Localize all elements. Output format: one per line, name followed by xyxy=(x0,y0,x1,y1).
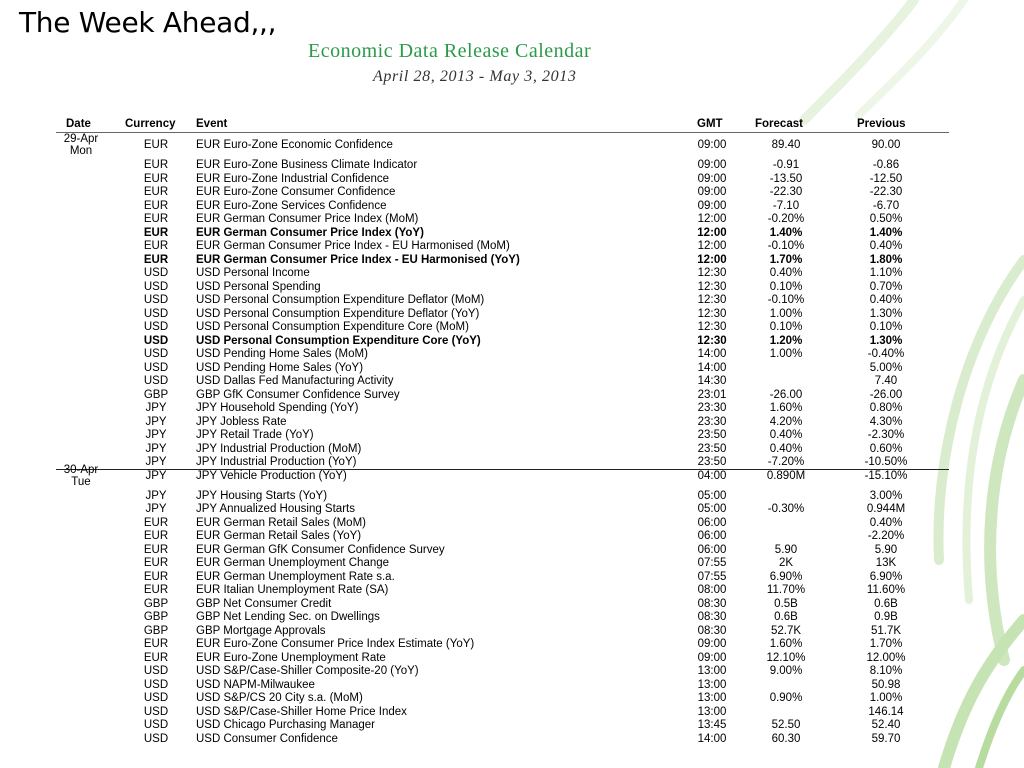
cell-currency: USD xyxy=(143,267,169,279)
cell-gmt: 23:30 xyxy=(697,415,727,428)
cell-currency: USD xyxy=(143,307,169,320)
cell-currency: EUR xyxy=(143,638,169,650)
cell-event: USD Personal Consumption Expenditure Deflator (MoM) xyxy=(196,294,485,306)
cell-gmt: 12:00 xyxy=(697,226,727,239)
cell-previous: -2.30% xyxy=(867,429,905,441)
cell-gmt: 06:00 xyxy=(697,516,727,529)
cell-gmt: 12:30 xyxy=(697,321,727,333)
cell-gmt: 08:30 xyxy=(697,624,727,637)
cell-event: EUR German Unemployment Change xyxy=(196,557,390,569)
cell-previous: 13K xyxy=(875,557,897,569)
cell-event: JPY Housing Starts (YoY) xyxy=(196,489,328,502)
cell-currency: EUR xyxy=(143,651,169,664)
cell-event: USD Chicago Purchasing Manager xyxy=(196,719,375,731)
table-row xyxy=(0,530,1024,544)
table-row xyxy=(0,173,1024,187)
cell-forecast: 5.90 xyxy=(774,543,798,556)
cell-gmt: 13:00 xyxy=(697,665,727,677)
cell-currency: USD xyxy=(143,321,169,333)
cell-forecast: 11.70% xyxy=(766,584,806,596)
header-previous: Previous xyxy=(857,118,906,130)
table-row xyxy=(0,240,1024,254)
cell-event: JPY Vehicle Production (YoY) xyxy=(196,469,347,482)
cell-currency: EUR xyxy=(143,159,169,171)
cell-event: EUR Euro-Zone Economic Confidence xyxy=(196,139,393,151)
cell-event: GBP Mortgage Approvals xyxy=(196,624,326,637)
table-row xyxy=(0,706,1024,720)
table-row xyxy=(0,598,1024,612)
cell-currency: EUR xyxy=(143,557,169,569)
table-row xyxy=(0,254,1024,268)
cell-gmt: 04:00 xyxy=(697,469,727,482)
cell-forecast: -0.10% xyxy=(767,240,805,252)
cell-currency: USD xyxy=(143,361,169,374)
cell-forecast: 52.50 xyxy=(771,719,801,731)
cell-currency: JPY xyxy=(145,503,167,515)
cell-previous: 1.30% xyxy=(869,334,903,347)
cell-event: JPY Jobless Rate xyxy=(196,415,287,428)
cell-currency: EUR xyxy=(143,543,169,556)
cell-gmt: 09:00 xyxy=(697,638,727,650)
table-row xyxy=(0,213,1024,227)
cell-gmt: 05:00 xyxy=(697,489,727,502)
cell-forecast: 1.70% xyxy=(769,253,803,266)
cell-event: EUR German Retail Sales (YoY) xyxy=(196,530,362,542)
cell-previous: 0.40% xyxy=(869,516,903,529)
cell-forecast: 1.20% xyxy=(769,334,803,347)
cell-currency: USD xyxy=(143,719,169,731)
cell-currency: JPY xyxy=(145,469,167,482)
cell-gmt: 12:00 xyxy=(697,213,727,225)
calendar-date-range: April 28, 2013 - May 3, 2013 xyxy=(373,68,577,85)
cell-forecast: 1.40% xyxy=(769,226,803,239)
cell-currency: GBP xyxy=(143,624,169,637)
cell-event: USD Pending Home Sales (YoY) xyxy=(196,361,364,374)
cell-gmt: 12:30 xyxy=(697,307,727,320)
table-row xyxy=(0,517,1024,531)
table-row xyxy=(0,638,1024,652)
cell-gmt: 12:30 xyxy=(697,267,727,279)
table-row xyxy=(0,186,1024,200)
header-date: Date xyxy=(66,118,91,130)
cell-currency: EUR xyxy=(143,139,169,151)
table-row xyxy=(0,200,1024,214)
cell-gmt: 07:55 xyxy=(697,570,727,583)
header-event: Event xyxy=(196,118,228,130)
calendar-title: Economic Data Release Calendar xyxy=(308,40,592,62)
cell-event: USD Personal Consumption Expenditure Core (YoY) xyxy=(196,334,481,347)
cell-gmt: 09:00 xyxy=(697,172,727,185)
cell-currency: USD xyxy=(143,280,169,293)
table-row xyxy=(0,692,1024,706)
cell-event: EUR German Consumer Price Index - EU Harmonised (MoM) xyxy=(196,240,510,252)
cell-event: USD S&P/Case-Shiller Composite-20 (YoY) xyxy=(196,665,419,677)
cell-previous: 90.00 xyxy=(871,139,901,151)
cell-event: EUR Euro-Zone Industrial Confidence xyxy=(196,172,390,185)
table-row xyxy=(0,719,1024,733)
cell-previous: 1.10% xyxy=(869,267,903,279)
cell-forecast: 60.30 xyxy=(771,732,801,745)
cell-gmt: 12:30 xyxy=(697,334,727,347)
cell-previous: -15.10% xyxy=(864,469,908,482)
cell-event: GBP Net Lending Sec. on Dwellings xyxy=(196,611,380,623)
cell-currency: JPY xyxy=(145,402,167,414)
cell-forecast: 9.00% xyxy=(769,665,803,677)
header-gmt: GMT xyxy=(697,118,723,130)
cell-event: EUR Euro-Zone Services Confidence xyxy=(196,199,387,212)
cell-previous: 52.40 xyxy=(871,719,901,731)
cell-gmt: 13:45 xyxy=(697,719,727,731)
cell-currency: EUR xyxy=(143,213,169,225)
table-row xyxy=(0,679,1024,693)
cell-gmt: 09:00 xyxy=(697,199,727,212)
table-row xyxy=(0,159,1024,173)
cell-currency: USD xyxy=(143,732,169,745)
header-forecast: Forecast xyxy=(755,118,803,130)
cell-forecast: 1.00% xyxy=(769,348,803,360)
cell-gmt: 09:00 xyxy=(697,159,727,171)
cell-currency: EUR xyxy=(143,186,169,198)
cell-forecast: 0.40% xyxy=(769,267,803,279)
cell-previous: 0.80% xyxy=(869,402,903,414)
cell-forecast: 0.890M xyxy=(766,469,806,482)
cell-forecast: 1.60% xyxy=(769,638,803,650)
cell-previous: 5.90 xyxy=(874,543,898,556)
table-row xyxy=(0,652,1024,666)
table-row xyxy=(0,375,1024,389)
cell-previous: -10.50% xyxy=(864,456,908,468)
table-row xyxy=(0,443,1024,457)
cell-previous: 59.70 xyxy=(871,732,901,745)
cell-event: EUR Italian Unemployment Rate (SA) xyxy=(196,584,389,596)
cell-gmt: 06:00 xyxy=(697,530,727,542)
cell-previous: 4.30% xyxy=(869,415,903,428)
table-row xyxy=(0,544,1024,558)
cell-forecast: -0.91 xyxy=(772,159,800,171)
day-weekday: Tue xyxy=(71,475,91,488)
cell-event: USD Pending Home Sales (MoM) xyxy=(196,348,368,360)
cell-gmt: 09:00 xyxy=(697,186,727,198)
cell-currency: USD xyxy=(143,375,169,387)
table-row xyxy=(0,267,1024,281)
cell-event: JPY Retail Trade (YoY) xyxy=(196,429,314,441)
table-row xyxy=(0,348,1024,362)
cell-currency: JPY xyxy=(145,415,167,428)
cell-forecast: 89.40 xyxy=(771,139,801,151)
cell-previous: 0.944M xyxy=(866,503,906,515)
cell-event: EUR German Consumer Price Index (YoY) xyxy=(196,226,424,239)
cell-forecast: 12.10% xyxy=(766,651,806,664)
cell-previous: 0.10% xyxy=(869,321,903,333)
cell-event: JPY Industrial Production (YoY) xyxy=(196,456,357,468)
table-row xyxy=(0,362,1024,376)
cell-event: EUR German Retail Sales (MoM) xyxy=(196,516,366,529)
cell-previous: 0.40% xyxy=(869,294,903,306)
cell-forecast: 52.7K xyxy=(770,624,802,637)
cell-event: EUR Euro-Zone Consumer Confidence xyxy=(196,186,396,198)
cell-currency: USD xyxy=(143,678,169,691)
cell-gmt: 14:30 xyxy=(697,375,727,387)
day-weekday: Mon xyxy=(69,145,93,157)
cell-currency: EUR xyxy=(143,253,169,266)
table-row xyxy=(0,308,1024,322)
cell-previous: 0.70% xyxy=(869,280,903,293)
cell-previous: -6.70 xyxy=(872,199,900,212)
cell-forecast: 1.00% xyxy=(769,307,803,320)
cell-event: USD Consumer Confidence xyxy=(196,732,338,745)
cell-forecast: 4.20% xyxy=(769,415,803,428)
cell-event: USD Personal Consumption Expenditure Core (MoM) xyxy=(196,321,469,333)
cell-gmt: 23:50 xyxy=(697,442,727,455)
cell-gmt: 09:00 xyxy=(697,651,727,664)
cell-event: EUR Euro-Zone Unemployment Rate xyxy=(196,651,386,664)
cell-previous: -12.50 xyxy=(869,172,903,185)
cell-gmt: 07:55 xyxy=(697,557,727,569)
table-row xyxy=(0,665,1024,679)
cell-event: EUR German Consumer Price Index (MoM) xyxy=(196,213,419,225)
table-row xyxy=(0,733,1024,747)
cell-currency: USD xyxy=(143,348,169,360)
cell-currency: GBP xyxy=(143,611,169,623)
cell-previous: 0.50% xyxy=(869,213,903,225)
cell-previous: 1.80% xyxy=(869,253,903,266)
cell-forecast: 0.5B xyxy=(774,597,798,610)
cell-currency: EUR xyxy=(143,226,169,239)
cell-currency: USD xyxy=(143,705,169,718)
slide-title: The Week Ahead,,, xyxy=(19,6,277,39)
cell-event: USD S&P/CS 20 City s.a. (MoM) xyxy=(196,692,363,704)
cell-currency: EUR xyxy=(143,530,169,542)
cell-forecast: 0.10% xyxy=(769,321,803,333)
table-row xyxy=(0,429,1024,443)
cell-previous: 0.9B xyxy=(874,611,898,623)
cell-currency: EUR xyxy=(143,240,169,252)
cell-event: EUR German Consumer Price Index - EU Harmonised (YoY) xyxy=(196,253,520,266)
cell-event: USD S&P/Case-Shiller Home Price Index xyxy=(196,705,407,718)
table-row xyxy=(0,227,1024,241)
cell-previous: 0.6B xyxy=(874,597,898,610)
cell-currency: USD xyxy=(143,334,169,347)
cell-event: USD NAPM-Milwaukee xyxy=(196,678,315,691)
cell-previous: 0.40% xyxy=(869,240,903,252)
cell-gmt: 12:30 xyxy=(697,294,727,306)
table-row xyxy=(0,490,1024,504)
cell-gmt: 12:00 xyxy=(697,240,727,252)
cell-event: JPY Industrial Production (MoM) xyxy=(196,442,362,455)
cell-forecast: 0.40% xyxy=(769,429,803,441)
cell-previous: 5.00% xyxy=(869,361,903,374)
cell-forecast: 1.60% xyxy=(769,402,803,414)
cell-event: EUR Euro-Zone Business Climate Indicator xyxy=(196,159,418,171)
cell-previous: 3.00% xyxy=(869,489,903,502)
cell-gmt: 13:00 xyxy=(697,678,727,691)
cell-forecast: 0.10% xyxy=(769,280,803,293)
header-rule xyxy=(56,132,949,133)
cell-previous: 12.00% xyxy=(866,651,906,664)
table-row xyxy=(0,557,1024,571)
cell-forecast: -26.00 xyxy=(769,388,803,401)
table-row xyxy=(0,389,1024,403)
cell-previous: 0.60% xyxy=(869,442,903,455)
table-row xyxy=(0,611,1024,625)
day-date: 30-Apr xyxy=(63,463,99,476)
cell-forecast: 2K xyxy=(778,557,794,569)
table-row xyxy=(0,335,1024,349)
cell-gmt: 13:00 xyxy=(697,705,727,718)
cell-event: EUR Euro-Zone Consumer Price Index Estimate (YoY) xyxy=(196,638,475,650)
table-row xyxy=(0,281,1024,295)
table-row xyxy=(0,470,1024,484)
cell-previous: 1.00% xyxy=(869,692,903,704)
cell-gmt: 06:00 xyxy=(697,543,727,556)
table-row xyxy=(0,321,1024,335)
cell-gmt: 23:01 xyxy=(697,388,727,401)
cell-forecast: -0.30% xyxy=(767,503,805,515)
cell-forecast: 0.6B xyxy=(774,611,798,623)
cell-currency: USD xyxy=(143,692,169,704)
cell-previous: 8.10% xyxy=(869,665,903,677)
cell-forecast: -7.10 xyxy=(772,199,800,212)
table-row xyxy=(0,625,1024,639)
cell-previous: 50.98 xyxy=(871,678,901,691)
table-row xyxy=(0,503,1024,517)
cell-forecast: -7.20% xyxy=(767,456,805,468)
cell-currency: EUR xyxy=(143,516,169,529)
cell-currency: EUR xyxy=(143,584,169,596)
cell-gmt: 23:50 xyxy=(697,456,727,468)
cell-event: EUR German GfK Consumer Confidence Survey xyxy=(196,543,445,556)
cell-gmt: 12:30 xyxy=(697,280,727,293)
cell-previous: -2.20% xyxy=(867,530,905,542)
cell-gmt: 14:00 xyxy=(697,348,727,360)
cell-forecast: -0.20% xyxy=(767,213,805,225)
cell-gmt: 08:30 xyxy=(697,611,727,623)
cell-currency: JPY xyxy=(145,489,167,502)
day-date: 29-Apr xyxy=(63,133,99,145)
table-row xyxy=(0,571,1024,585)
cell-currency: JPY xyxy=(145,456,167,468)
table-row xyxy=(0,294,1024,308)
cell-currency: USD xyxy=(143,665,169,677)
cell-forecast: 6.90% xyxy=(769,570,803,583)
cell-previous: -26.00 xyxy=(869,388,903,401)
cell-previous: -22.30 xyxy=(869,186,903,198)
cell-previous: 6.90% xyxy=(869,570,903,583)
table-row xyxy=(0,402,1024,416)
cell-gmt: 23:30 xyxy=(697,402,727,414)
cell-event: JPY Household Spending (YoY) xyxy=(196,402,359,414)
table-row xyxy=(0,139,1024,153)
table-row xyxy=(0,456,1024,470)
cell-gmt: 09:00 xyxy=(697,139,727,151)
cell-gmt: 13:00 xyxy=(697,692,727,704)
cell-gmt: 08:00 xyxy=(697,584,727,596)
cell-gmt: 08:30 xyxy=(697,597,727,610)
cell-gmt: 14:00 xyxy=(697,732,727,745)
cell-forecast: 0.90% xyxy=(769,692,803,704)
cell-event: JPY Annualized Housing Starts xyxy=(196,503,355,515)
cell-currency: EUR xyxy=(143,570,169,583)
cell-event: GBP Net Consumer Credit xyxy=(196,597,332,610)
table-row xyxy=(0,584,1024,598)
cell-gmt: 14:00 xyxy=(697,361,727,374)
cell-forecast: -13.50 xyxy=(769,172,803,185)
cell-previous: 11.60% xyxy=(866,584,906,596)
cell-previous: -0.40% xyxy=(867,348,905,360)
cell-forecast: -0.10% xyxy=(767,294,805,306)
cell-previous: 1.30% xyxy=(869,307,903,320)
cell-currency: EUR xyxy=(143,172,169,185)
header-currency: Currency xyxy=(125,118,176,130)
cell-event: GBP GfK Consumer Confidence Survey xyxy=(196,388,400,401)
cell-previous: 1.70% xyxy=(869,638,903,650)
cell-event: USD Personal Income xyxy=(196,267,310,279)
cell-previous: 7.40 xyxy=(874,375,898,387)
cell-previous: 51.7K xyxy=(870,624,902,637)
cell-event: EUR German Unemployment Rate s.a. xyxy=(196,570,395,583)
cell-gmt: 12:00 xyxy=(697,253,727,266)
cell-currency: GBP xyxy=(143,597,169,610)
cell-forecast: -22.30 xyxy=(769,186,803,198)
cell-event: USD Personal Spending xyxy=(196,280,321,293)
cell-previous: 1.40% xyxy=(869,226,903,239)
cell-forecast: 0.40% xyxy=(769,442,803,455)
table-row xyxy=(0,416,1024,430)
cell-previous: 146.14 xyxy=(868,705,904,718)
cell-currency: EUR xyxy=(143,199,169,212)
cell-currency: GBP xyxy=(143,388,169,401)
cell-event: USD Personal Consumption Expenditure Deflator (YoY) xyxy=(196,307,480,320)
cell-previous: -0.86 xyxy=(872,159,900,171)
cell-gmt: 23:50 xyxy=(697,429,727,441)
cell-currency: USD xyxy=(143,294,169,306)
cell-gmt: 05:00 xyxy=(697,503,727,515)
cell-currency: JPY xyxy=(145,429,167,441)
cell-currency: JPY xyxy=(145,442,167,455)
cell-event: USD Dallas Fed Manufacturing Activity xyxy=(196,375,394,387)
